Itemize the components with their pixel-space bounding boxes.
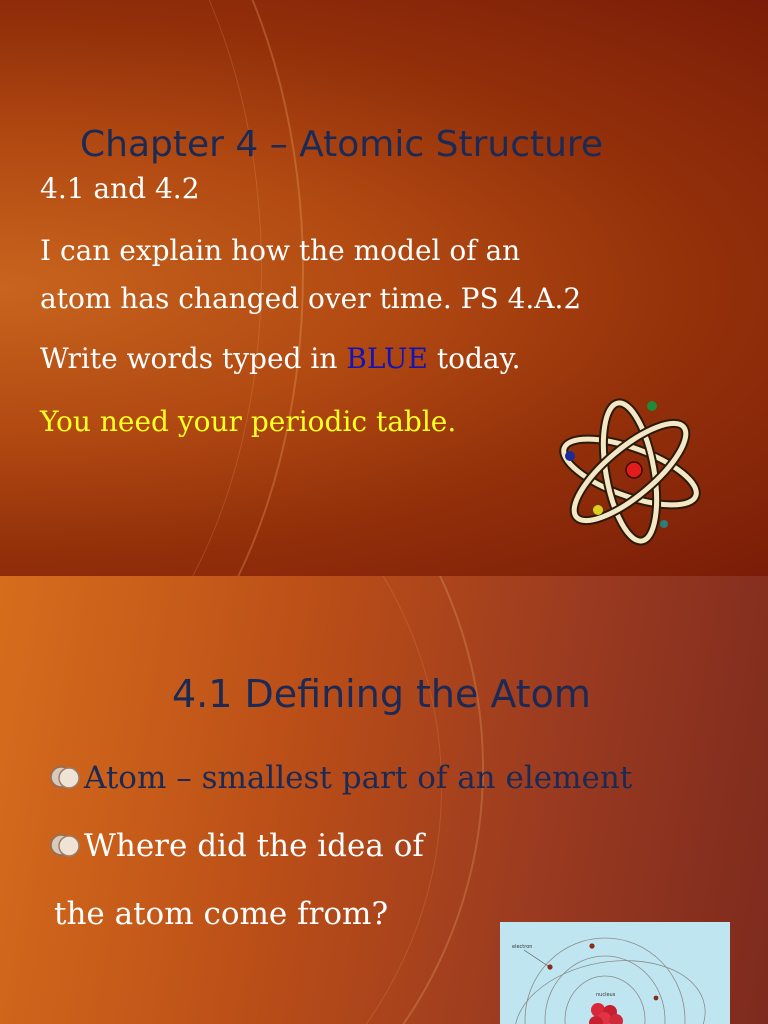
instruction-suffix: today. (427, 342, 521, 375)
bullet-continuation: the atom come from? (54, 896, 389, 932)
bullet-atom-definition: Atom – smallest part of an element (84, 760, 633, 796)
objective-line-1: I can explain how the model of an (40, 234, 521, 267)
nucleus-label: nucleus (596, 992, 616, 998)
bullet-idea-origin: Where did the idea of (84, 828, 424, 864)
instruction-line (40, 342, 521, 375)
atom-model-diagram (500, 922, 730, 1024)
objective-line-2: atom has changed over time. PS 4.A.2 (40, 282, 582, 315)
bullet-icon (50, 832, 80, 858)
instruction-prefix: Write words typed in (40, 342, 347, 375)
atom-model-drawing (500, 922, 730, 1024)
atom-icon (552, 392, 706, 552)
slide-1-title: Chapter 4 – Atomic Structure (80, 124, 604, 165)
slide-2-title: 4.1 Defining the Atom (172, 672, 591, 716)
periodic-table-reminder: You need your periodic table. (40, 405, 457, 438)
bullet-icon (50, 764, 80, 790)
background-arc (0, 576, 442, 1024)
electron-label: electron (512, 944, 533, 950)
blue-word: BLUE (346, 342, 428, 375)
background-arc (0, 576, 484, 1024)
section-numbers: 4.1 and 4.2 (40, 172, 200, 205)
